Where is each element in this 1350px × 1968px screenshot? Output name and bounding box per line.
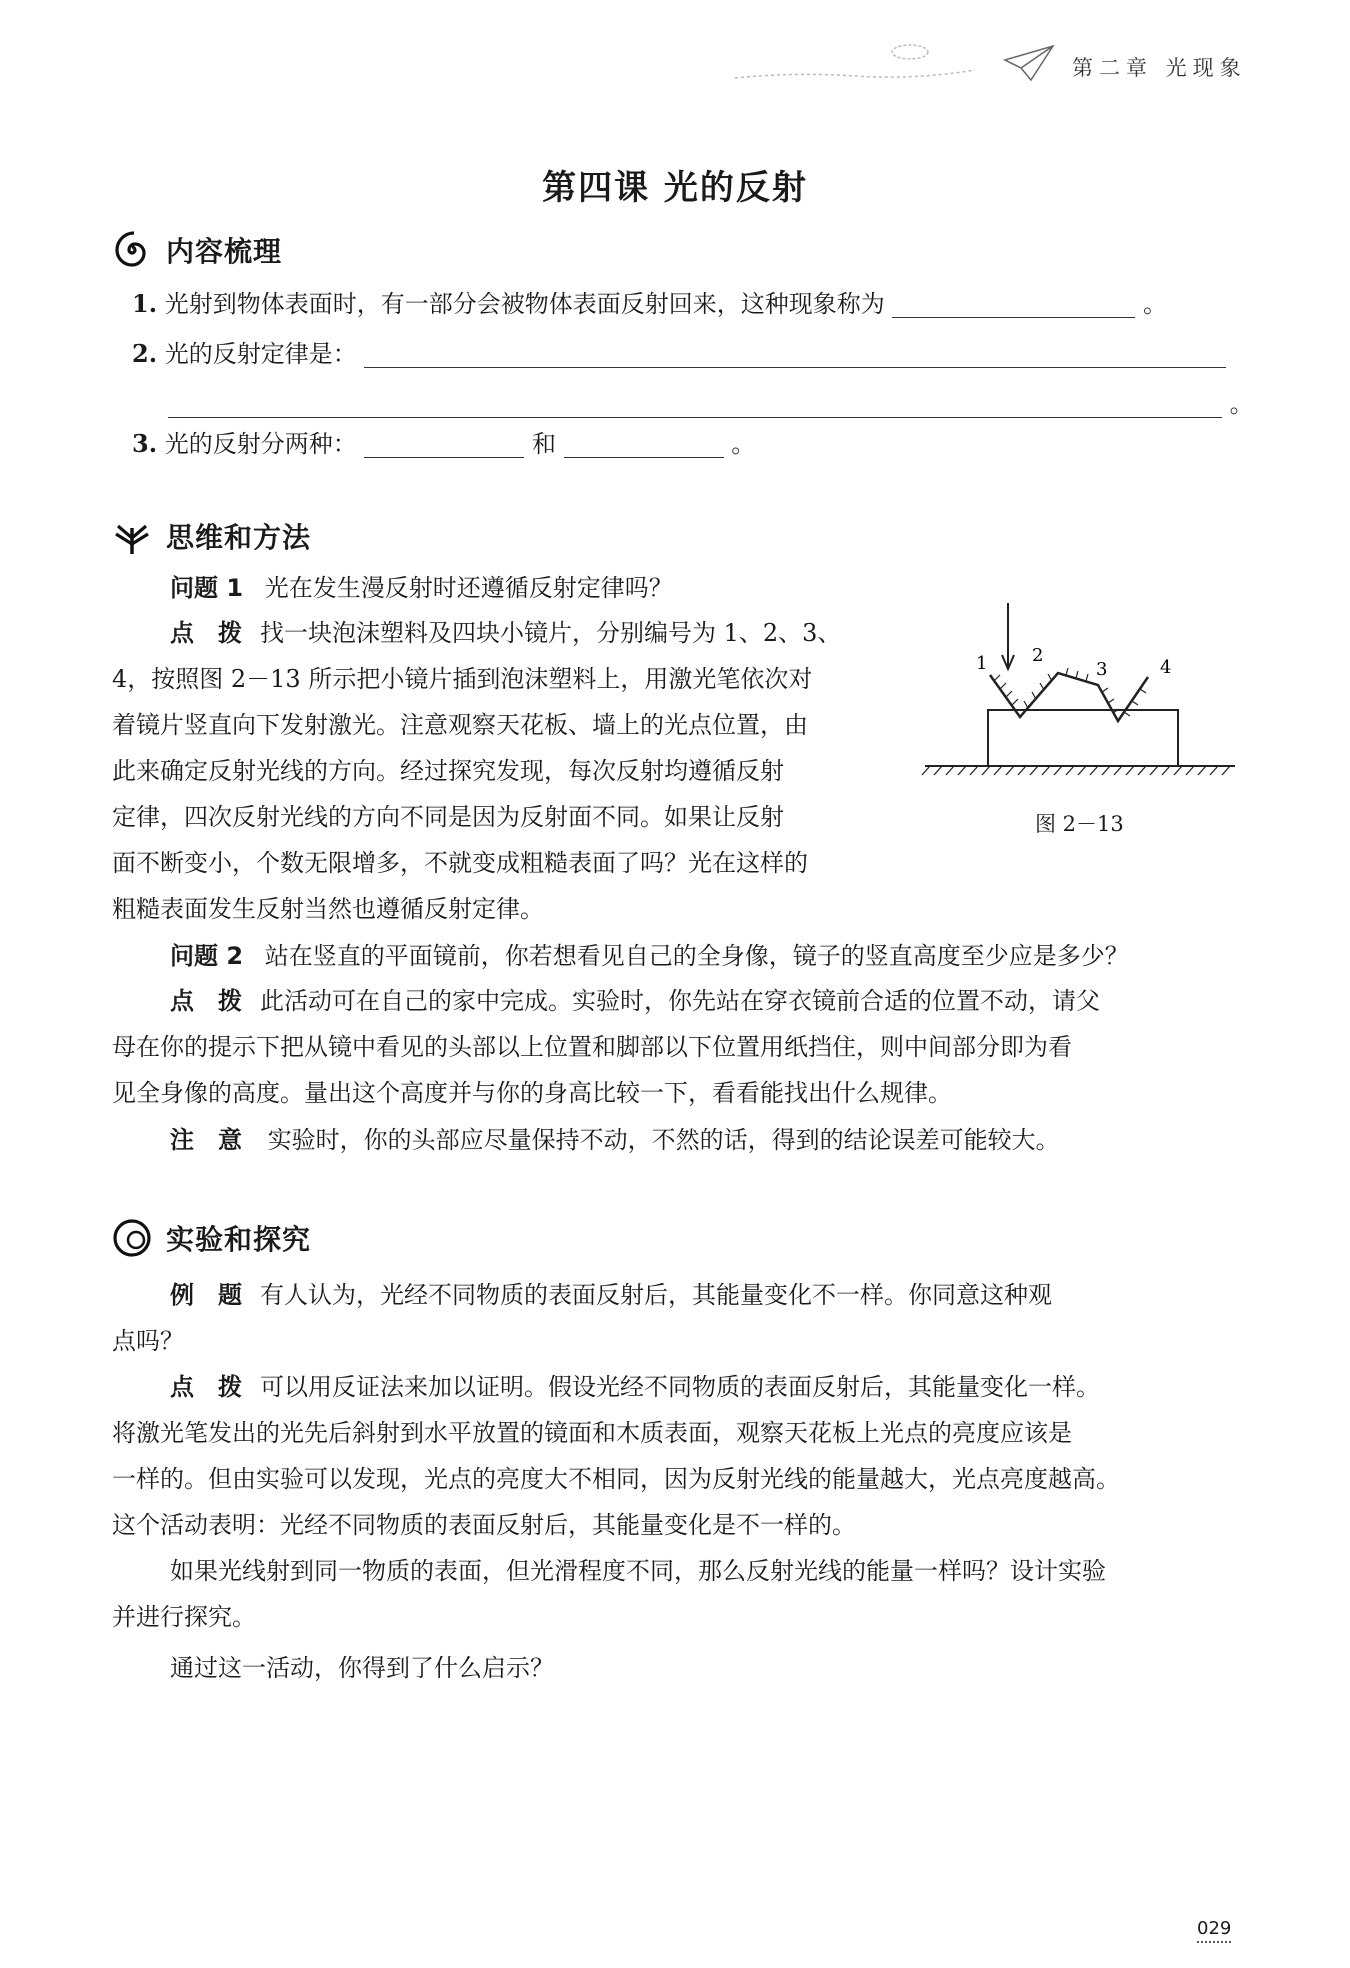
sprout-icon (112, 516, 152, 556)
answer-blank[interactable] (364, 431, 524, 458)
question-2-hint: 点 拨 此活动可在自己的家中完成。实验时，你先站在穿衣镜前合适的位置不动，请父 母在你的提示下把从镜中看见的头部以上位置和脚部以下位置用纸挡住，则中间部分即为看 见全身像的高度。量出这个高度并与你的身高比较一下，看看能找出什么规律。 (112, 987, 1100, 1107)
example-hint: 点 拨 可以用反证法来加以证明。假设光经不同物质的表面反射后，其能量变化一样。 将激光笔发出的光先后斜射到水平放置的镜面和木质表面，观察天花板上光点的亮度应该是 一样的。但由实验可以发现，光点的亮度大不相同，因为反射光线的能量越大，光点亮度越高。 这个活动表明：光经不同物质的表面反射后，其能量变化是不一样的。 (112, 1373, 1120, 1539)
answer-blank[interactable] (892, 291, 1135, 318)
section-label: 内容梳理 (166, 235, 283, 268)
figure-label-4: 4 (1160, 657, 1172, 678)
page-number: 029 (1197, 1918, 1231, 1943)
figure-label-1: 1 (976, 653, 988, 674)
figure-label-2: 2 (1032, 645, 1044, 666)
section-heading-experiment (112, 1218, 311, 1258)
example-question: 例 题 有人认为，光经不同物质的表面反射后，其能量变化不一样。你同意这种观 点吗？ (112, 1281, 1052, 1355)
page-title: 第四课 光的反射 (542, 168, 808, 208)
answer-blank[interactable] (364, 341, 1226, 368)
content-item-3: 3. 光的反射分两种： 和 。 (132, 429, 756, 458)
crescent-circle-icon (112, 1218, 152, 1258)
question-1: 问题 1 光在发生漫反射时还遵循反射定律吗？ (170, 574, 673, 602)
content-item-1: 1. 光射到物体表面时，有一部分会被物体表面反射回来，这种现象称为 。 (132, 289, 1167, 318)
figure-mirror-diagram (920, 595, 1240, 795)
final-question: 通过这一活动，你得到了什么启示？ (170, 1654, 554, 1682)
note: 注 意 实验时，你的头部应尽量保持不动，不然的话，得到的结论误差可能较大。 (170, 1126, 1060, 1154)
section-heading-content (112, 230, 282, 270)
follow-up-question: 如果光线射到同一物质的表面，但光滑程度不同，那么反射光线的能量一样吗？设计实验 并进行探究。 (112, 1557, 1106, 1631)
answer-blank[interactable] (564, 431, 724, 458)
content-item-2-continued: 。 (168, 386, 1254, 422)
section-label: 实验和探究 (166, 1223, 312, 1256)
section-heading-method (112, 516, 311, 556)
answer-blank[interactable] (168, 391, 1222, 418)
spiral-icon (112, 230, 152, 270)
question-1-hint: 点 拨 找一块泡沫塑料及四块小镜片，分别编号为 1、2、3、 4，按照图 2－13 所示把小镜片插到泡沫塑料上，用激光笔依次对 着镜片竖直向下发射激光。注意观察天花板、墙上的光点位置，由 此来确定反射光线的方向。经过探究发现，每次反射均遵循反射 定律，四次反射光线的方向不同是因为反射面不同。如果让反射 面不断变小，个数无限增多，不就变成粗糙表面了吗？光在这样的 粗糙表面发生反射当然也遵循反射定律。 (112, 619, 842, 923)
section-label: 思维和方法 (166, 521, 312, 554)
question-2: 问题 2 站在竖直的平面镜前，你若想看见自己的全身像，镜子的竖直高度至少应是多少？ (170, 942, 1129, 970)
chapter-header: 第二章 光现象 (1072, 56, 1247, 80)
content-item-2: 2. 光的反射定律是： (132, 336, 1226, 372)
header-decoration-paper-plane-icon (735, 40, 1065, 90)
figure-caption: 图 2－13 (1035, 812, 1124, 836)
figure-label-3: 3 (1096, 659, 1108, 680)
